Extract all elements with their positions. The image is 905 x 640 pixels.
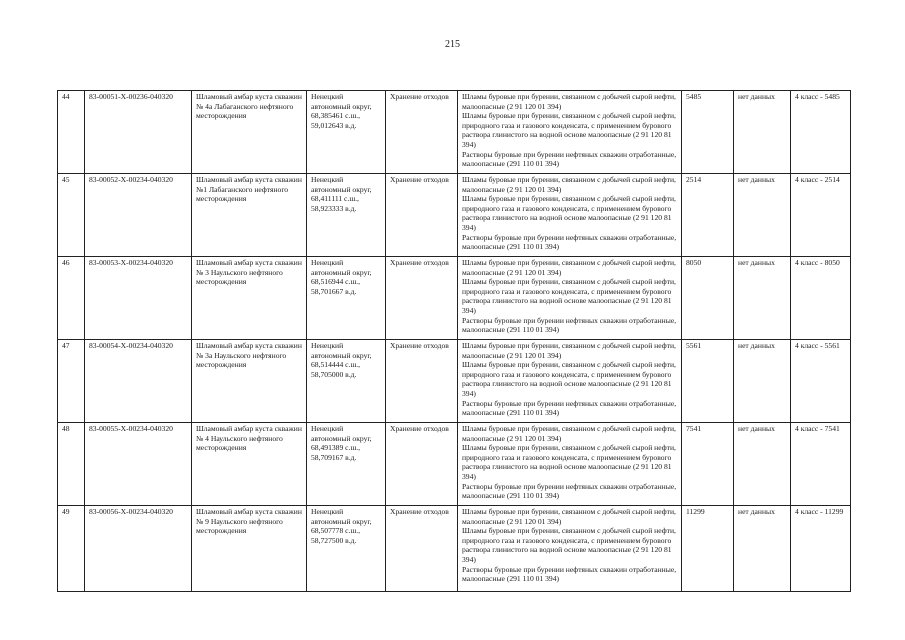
status-cell: нет данных (734, 91, 791, 174)
volume-cell: 11299 (682, 506, 734, 592)
volume-cell: 8050 (682, 257, 734, 340)
volume-cell: 5485 (682, 91, 734, 174)
table-row (58, 423, 851, 506)
status-cell: нет данных (734, 506, 791, 592)
waste-types-cell (458, 91, 682, 174)
waste-type-item: Шламы буровые при бурении, связанном с добычей сырой нефти, природного газа и газового конденсата, с применением бурового раствора глинистого на водной основе малоопасные (2 91 120 81 394) (462, 194, 676, 232)
volume-cell: 2514 (682, 174, 734, 257)
waste-type-item: Растворы буровые при бурении нефтяных скважин отработанные, малоопасные (291 110 01 394) (462, 481, 677, 501)
waste-types-cell (458, 257, 682, 340)
location-cell: Ненецкий автономный округ, 68,491389 с.ш., 58,709167 в.д. (307, 423, 386, 506)
row-number-cell: 47 (58, 340, 85, 423)
registry-code-cell: 83-00051-Х-00236-040320 (85, 91, 192, 174)
hazard-class-cell: 4 класс - 8050 (791, 257, 851, 340)
waste-type-item: Шламы буровые при бурении, связанном с добычей сырой нефти, природного газа и газового конденсата, с применением бурового раствора глинистого на водной основе малоопасные (2 91 120 81 394) (462, 526, 676, 564)
status-cell: нет данных (734, 174, 791, 257)
row-number-cell: 49 (58, 506, 85, 592)
table-row (58, 91, 851, 174)
facility-name-cell: Шламовый амбар куста скважин № 9 Наульского нефтяного месторождения (192, 506, 307, 592)
facility-name-cell: Шламовый амбар куста скважин №1 Лабаганского нефтяного месторождения (192, 174, 307, 257)
purpose-cell: Хранение отходов (386, 340, 458, 423)
table-row (58, 257, 851, 340)
waste-type-item: Шламы буровые при бурении, связанном с добычей сырой нефти, природного газа и газового конденсата, с применением бурового раствора глинистого на водной основе малоопасные (2 91 120 81 394) (462, 443, 676, 481)
waste-type-item: Растворы буровые при бурении нефтяных скважин отработанные, малоопасные (291 110 01 394) (462, 564, 677, 584)
waste-type-item: Шламы буровые при бурении, связанном с добычей сырой нефти, малоопасные (2 91 120 01 394) (462, 92, 676, 111)
purpose-cell: Хранение отходов (386, 257, 458, 340)
page-number: 215 (445, 39, 460, 50)
hazard-class-cell: 4 класс - 11299 (791, 506, 851, 592)
registry-code-cell: 83-00053-Х-00234-040320 (85, 257, 192, 340)
registry-code-cell: 83-00052-Х-00234-040320 (85, 174, 192, 257)
facility-name-cell: Шламовый амбар куста скважин № 3а Наульского нефтяного месторождения (192, 340, 307, 423)
waste-type-item: Растворы буровые при бурении нефтяных скважин отработанные, малоопасные (291 110 01 394) (462, 149, 677, 169)
row-number-cell: 44 (58, 91, 85, 174)
registry-code-cell: 83-00055-Х-00234-040320 (85, 423, 192, 506)
row-number-cell: 45 (58, 174, 85, 257)
table-row (58, 340, 851, 423)
location-cell: Ненецкий автономный округ, 68,507778 с.ш., 58,727500 в.д. (307, 506, 386, 592)
waste-type-item: Шламы буровые при бурении, связанном с добычей сырой нефти, малоопасные (2 91 120 01 394) (462, 424, 676, 443)
purpose-cell: Хранение отходов (386, 174, 458, 257)
row-number-cell: 48 (58, 423, 85, 506)
status-cell: нет данных (734, 340, 791, 423)
waste-types-cell (458, 506, 682, 592)
facility-name-cell: Шламовый амбар куста скважин № 3 Наульского нефтяного месторождения (192, 257, 307, 340)
row-number-cell: 46 (58, 257, 85, 340)
waste-type-item: Шламы буровые при бурении, связанном с добычей сырой нефти, природного газа и газового конденсата, с применением бурового раствора глинистого на водной основе малоопасные (2 91 120 81 394) (462, 277, 676, 315)
waste-type-item: Растворы буровые при бурении нефтяных скважин отработанные, малоопасные (291 110 01 394) (462, 398, 677, 418)
waste-type-item: Шламы буровые при бурении, связанном с добычей сырой нефти, природного газа и газового конденсата, с применением бурового раствора глинистого на водной основе малоопасные (2 91 120 81 394) (462, 360, 676, 398)
waste-type-item: Растворы буровые при бурении нефтяных скважин отработанные, малоопасные (291 110 01 394) (462, 315, 677, 335)
location-cell: Ненецкий автономный округ, 68,411111 с.ш., 58,923333 в.д. (307, 174, 386, 257)
purpose-cell: Хранение отходов (386, 423, 458, 506)
hazard-class-cell: 4 класс - 7541 (791, 423, 851, 506)
waste-types-cell (458, 340, 682, 423)
hazard-class-cell: 4 класс - 2514 (791, 174, 851, 257)
waste-types-cell (458, 174, 682, 257)
purpose-cell: Хранение отходов (386, 506, 458, 592)
facility-name-cell: Шламовый амбар куста скважин № 4а Лабаганского нефтяного месторождения (192, 91, 307, 174)
registry-code-cell: 83-00054-Х-00234-040320 (85, 340, 192, 423)
waste-type-item: Шламы буровые при бурении, связанном с добычей сырой нефти, малоопасные (2 91 120 01 394) (462, 341, 676, 360)
facility-name-cell: Шламовый амбар куста скважин № 4 Наульского нефтяного месторождения (192, 423, 307, 506)
table-row (58, 174, 851, 257)
hazard-class-cell: 4 класс - 5561 (791, 340, 851, 423)
volume-cell: 5561 (682, 340, 734, 423)
waste-type-item: Шламы буровые при бурении, связанном с добычей сырой нефти, малоопасные (2 91 120 01 394) (462, 175, 676, 194)
registry-code-cell: 83-00056-Х-00234-040320 (85, 506, 192, 592)
status-cell: нет данных (734, 257, 791, 340)
purpose-cell: Хранение отходов (386, 91, 458, 174)
waste-type-item: Шламы буровые при бурении, связанном с добычей сырой нефти, малоопасные (2 91 120 01 394) (462, 507, 676, 526)
waste-type-item: Шламы буровые при бурении, связанном с добычей сырой нефти, природного газа и газового конденсата, с применением бурового раствора глинистого на водной основе малоопасные (2 91 120 81 394) (462, 111, 676, 149)
status-cell: нет данных (734, 423, 791, 506)
hazard-class-cell: 4 класс - 5485 (791, 91, 851, 174)
location-cell: Ненецкий автономный округ, 68,516944 с.ш., 58,701667 в.д. (307, 257, 386, 340)
waste-type-item: Шламы буровые при бурении, связанном с добычей сырой нефти, малоопасные (2 91 120 01 394) (462, 258, 676, 277)
waste-types-cell (458, 423, 682, 506)
location-cell: Ненецкий автономный округ, 68,385461 с.ш., 59,012643 в.д. (307, 91, 386, 174)
volume-cell: 7541 (682, 423, 734, 506)
table-row (58, 506, 851, 592)
waste-type-item: Растворы буровые при бурении нефтяных скважин отработанные, малоопасные (291 110 01 394) (462, 232, 677, 252)
location-cell: Ненецкий автономный округ, 68,514444 с.ш., 58,705000 в.д. (307, 340, 386, 423)
waste-facility-registry-table (57, 90, 851, 592)
